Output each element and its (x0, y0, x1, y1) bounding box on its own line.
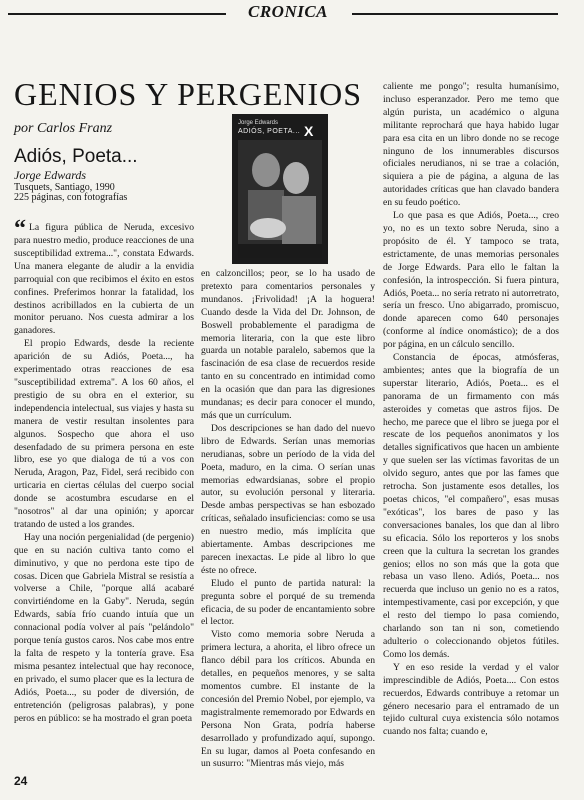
book-publisher: Tusquets, Santiago, 1990 (14, 182, 115, 193)
book-author: Jorge Edwards (14, 168, 87, 182)
paragraph: Visto como memoria sobre Neruda a primera lectura, a ahorita, el libro ofrece un flanco débil para los críticos. Abunda en detalles, en pequeños menores, y se salta momentos cumbre. El instante de la concesión del Premio Nobel, por ejemplo, va magistralmente rememorado por Edwards en Persona Non Grata, podría haberse desarrollado y profundizado aquí, supongo. En su lugar, damos al Poeta confesando en un susurro: "Mientras más viejo, más (201, 629, 375, 770)
publisher-mark-icon: X (304, 123, 314, 139)
body-column-2 (201, 268, 375, 771)
body-column-1 (14, 216, 194, 725)
header-rule-left (8, 13, 226, 15)
paragraph: en calzoncillos; peor, se lo ha usado de pretexto para comentarios personales y mundanos. ¡Frivolidad! ¡A la hoguera! Cuando desde la Vida del Dr. Johnson, de Boswell probablemente el paradigma de memoria literaria, con la que este libro guarda un notable paralelo, sabemos que la fascinación de esa clase de recuerdos reside tanto en su concentrado en intimidad como en la ocasión que dan para las digresiones mundanas; es decir para conocer el mundo, más que un currículum. (201, 268, 375, 421)
book-title: Adiós, Poeta... (14, 146, 138, 167)
paragraph: Constancia de épocas, atmósferas, ambientes; antes que la biografía de un superstar literario, Adiós, Poeta... es el panorama de un firmamento con más asteroides y cometas que astros fijos. De hecho, me parece que el libro se juega por el rescate de los pequeños anonimatos y los detalles significativos que hacen un ambiente y que suelen ser las víctimas favoritas de un olvido seguro, antes que por las fames que retrocha. Son justamente esos detalles, los poetas chicos, "el compañero", esas musas "exóticas", los bares de paso y las conversaciones banales, los que dan al libro su eficacia. Sólo los reporteros y los snobs creen que la cultura la secretan los grandes genios; ellos no son más que la gota que rebasa un vaso lleno. Adiós, Poeta... nos recuerda que incluso un genio no es a ratos, intempestivamente, casi por excepción, y que el resto del tiempo lo pasa comiendo, charlando son tan ni son, cometiendo adulterio o coleccionando objetos fútiles. Como los demás. (383, 352, 559, 660)
section-label: CRONICA (247, 2, 329, 21)
book-cover-image (232, 114, 328, 264)
paragraph: Dos descripciones se han dado del nuevo libro de Edwards. Serían unas memorias nerudianas, sobre un período de la vida del Poeta, maduro, en la cima. O serían unas memorias edwardsianas, sobre el propio autor, su evolución personal y literaria. Desde ambas perspectivas se han esbozado críticas, señalado insuficiencias: como se usa en nuestro medio, más implícita que abiertamente. Ambas descripciones me parecen inexactas. Le pide al libro lo que éste no ofrece. (201, 422, 375, 576)
article-byline: por Carlos Franz (14, 121, 113, 136)
paragraph: Y en eso reside la verdad y el valor imprescindible de Adiós, Poeta.... Con estos recuerdos, Edwards contribuye a retomar un género necesario para el entramado de un tejido cultural cuya existencia sólo notamos cuando nos falta; cuando e, (383, 661, 559, 738)
header-rule-right (352, 13, 558, 15)
paragraph: caliente me pongo"; resulta humanísimo, incluso esperanzador. Pero me temo que algún purista, un académico o alguna militante reprochará que haya habido lugar para esa cita en un libro donde no se recoge ninguno de los innumerables discursos oficiales nerudianos, ni se trae a colación, siquiera a pie de página, a alguna de las autoridades críticas que han clavado bandera en su feudo poético. (383, 81, 559, 209)
opening-quote-mark: “ (14, 216, 26, 242)
page-number: 24 (14, 774, 28, 788)
cover-title: ADIÓS, POETA... (238, 128, 301, 135)
book-pages: 225 páginas, con fotografías (14, 192, 128, 203)
paragraph: El propio Edwards, desde la reciente aparición de su Adiós, Poeta..., ha experimentado otras reacciones de esa "susceptibilidad extrema". A los 60 años, el prestigio de su obra en el exterior, su independencia intelectual, sus viajes y hasta su manera de vestir resultan insolentes para algunos. Sospecho que ahora el uso desenfadado de su primera persona en este libro, ese yo que dialoga de tú a vos con Neruda, Aragon, Paz, Fidel, será recibido con urticaria en ciertas células del cuerpo social donde se acostumbra escudarse en el "nosotros" al dar una opinión; y aporcar tratando de usted a los grandes. (14, 338, 194, 530)
paragraph: Eludo el punto de partida natural: la pregunta sobre el porqué de su tremenda eficacia, de su poder de encantamiento sobre el lector. (201, 577, 375, 628)
paragraph: Lo que pasa es que Adiós, Poeta..., creo yo, no es un texto sobre Neruda, sino a propósito de él. Y tampoco se trata, estrictamente, de unas memorias personales de Jorge Edwards. Para ello le faltan la confesión, la introspección. Si fuera pintura, Adiós, Poeta... no sería retrato ni autorretrato, sería un fresco. Uno abigarrado, promiscuo, donde aparecen como 640 personajes (conforme al índice onomástico); de a dos por página, en un cálculo sencillo. (383, 210, 559, 351)
article-title: GENIOS Y PERGENIOS (14, 76, 363, 112)
cover-author: Jorge Edwards (238, 120, 279, 126)
cover-photo (238, 140, 322, 258)
body-column-3 (383, 81, 559, 739)
book-publication-info (14, 183, 127, 203)
paragraph: Hay una noción pergenialidad (de pergenio) que en su nación cultiva tanto como el diminutivo, y que no perdona este tipo de cosas. Dicen que Gabriela Mistral se resistía a volverse a Chile, "porque allá acabaré convirtiéndome en la Gaby". Neruda, según Edwards, sabía frío cuando intuía que un connacional podía volver al país "pelándolo" porque tenía gustos caros. Nos cabe mos entre la falta de respeto y la tontería grave. Esa misma pesantez intelectual que hay reconoce, en privado, el sumo placer que es la lectura de Adiós, Poeta..., su poder de diversión, de entretención (peligrosas palabras), y pone peros en público: se ha mostrado el gran poeta (14, 531, 194, 724)
paragraph: “ La figura pública de Neruda, excesivo para nuestro medio, produce reacciones de una susceptibilidad extrema...", constata Edwards. Una manera elegante de aludir a la envidia parroquial con que recibimos el éxito en estos confines. Preferimos honrar la fatalidad, los destinos acribillados en la cubierta de un monitor peruano. Nos cuesta admirar a los ganadores. (14, 216, 194, 337)
